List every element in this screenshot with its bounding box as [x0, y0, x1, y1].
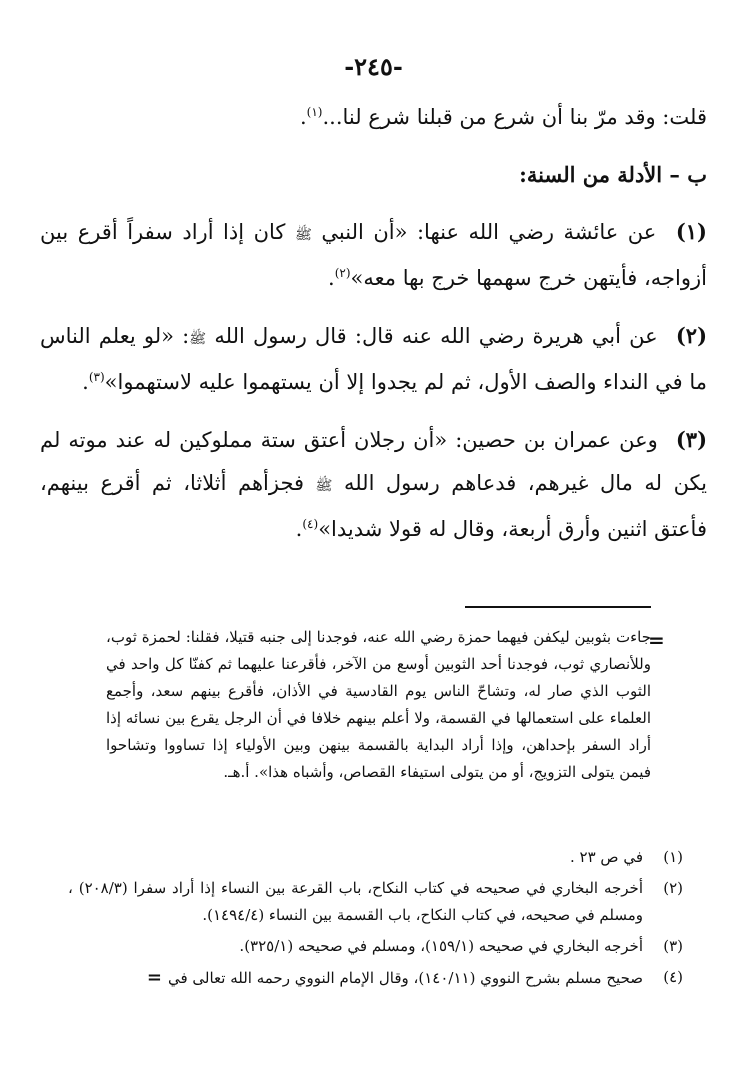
footnote-ref: (٤) [302, 517, 319, 531]
footnote-divider [465, 606, 651, 608]
main-text [40, 96, 707, 565]
footnote-number: (١) [663, 848, 683, 866]
continuation-mark: = [648, 628, 665, 652]
footnote-3 [68, 933, 683, 960]
footnote-list [68, 844, 683, 996]
footnote-number: (٢) [663, 879, 683, 897]
hadith-paragraph-2: (٢) عن أبي هريرة رضي الله عنه قال: قال رسول الله ﷺ: «لو يعلم الناس ما في النداء والصف الأول، ثم لم يجدوا إلا أن يستهموا عليه لاستهموا»$^{(٣)}$. [40, 323, 707, 394]
footnote-2 [68, 875, 683, 929]
footnote-ref: (١) [306, 105, 323, 119]
footnote-text: أخرجه البخاري في صحيحه (١٥٩/١)، ومسلم في صحيحه (٣٢٥/١). [239, 937, 643, 955]
page-number: -٢٤٥- [344, 52, 403, 81]
footnote-number: (٣) [663, 937, 683, 955]
salutation-symbol: ﷺ [315, 478, 333, 494]
footnote-4 [68, 964, 683, 992]
intro-paragraph: قلت: وقد مرّ بنا أن شرع من قبلنا شرع لنا...$^{(١)}$. [299, 105, 707, 129]
item-number: (٢) [675, 323, 707, 348]
hadith-paragraph-1: (١) عن عائشة رضي الله عنها: «أن النبي ﷺ كان إذا أراد سفراً أقرع بين أزواجه، فأيتهن خرج سهمها خرج بها معه»$^{(٢)}$. [40, 219, 707, 290]
item-number: (١) [675, 219, 707, 244]
footnote-ref: (٢) [334, 266, 351, 280]
continuation-mark: = [146, 967, 162, 988]
intro-text: قلت: وقد مرّ بنا أن شرع من قبلنا شرع لنا... [322, 105, 707, 129]
footnote-text: أخرجه البخاري في صحيحه في كتاب النكاح، باب القرعة بين النساء إذا أراد سفرا (٢٠٨/٣) ، ومسلم في صحيحه، في كتاب النكاح، باب القسمة بين النساء (١٤٩٤/٤). [68, 879, 643, 924]
footnote-continuation: جاءت بثوبين ليكفن فيهما حمزة رضي الله عنه، فوجدنا إلى جنبه قتيلا، فقلنا: لحمزة ثوب، وللأنصاري ثوب، فوجدنا أحد الثوبين أوسع من الآخر، فأقرعنا عليهما ثم كفنّا كل واحد في الثوب الذي صار له، وتشاحّ الناس يوم القادسية في الأذان، فأقرع بينهم سعد، وأجمع العلماء على استعمالها في القسمة، ولا أعلم بينهم خلافا في أن الرجل يقرع بين نسائه إذا أراد السفر بإحداهن، وإذا أراد البداية بالقسمة بينهن وبين الأولياء إذا تساووا وتشاحوا فيمن يتولى التزويج، أو من يتولى استيفاء القصاص، وأشباه هذا». أ.هـ. [106, 628, 651, 781]
footnote-ref: (٣) [88, 370, 105, 384]
footnote-number: (٤) [663, 968, 683, 986]
footnote-1 [68, 844, 683, 871]
footnote-text: في ص ٢٣ . [569, 848, 643, 866]
section-heading: ب – الأدلة من السنة: [519, 162, 707, 187]
item-number: (٣) [675, 427, 707, 452]
salutation-symbol: ﷺ [189, 331, 207, 347]
hadith-paragraph-3: (٣) وعن عمران بن حصين: «أن رجلان أعتق ستة مملوكين له عند موته لم يكن له مال غيرهم، فدعاهم رسول الله ﷺ فجزأهم أثلاثا، ثم أقرع بينهم، فأعتق اثنين وأرق أربعة، وقال له قولا شديدا»$^{(٤)}$. [40, 427, 707, 541]
footnote-text: صحيح مسلم بشرح النووي (١٤٠/١١)، وقال الإمام النووي رحمه الله تعالى في [167, 969, 643, 987]
salutation-symbol: ﷺ [294, 227, 312, 243]
